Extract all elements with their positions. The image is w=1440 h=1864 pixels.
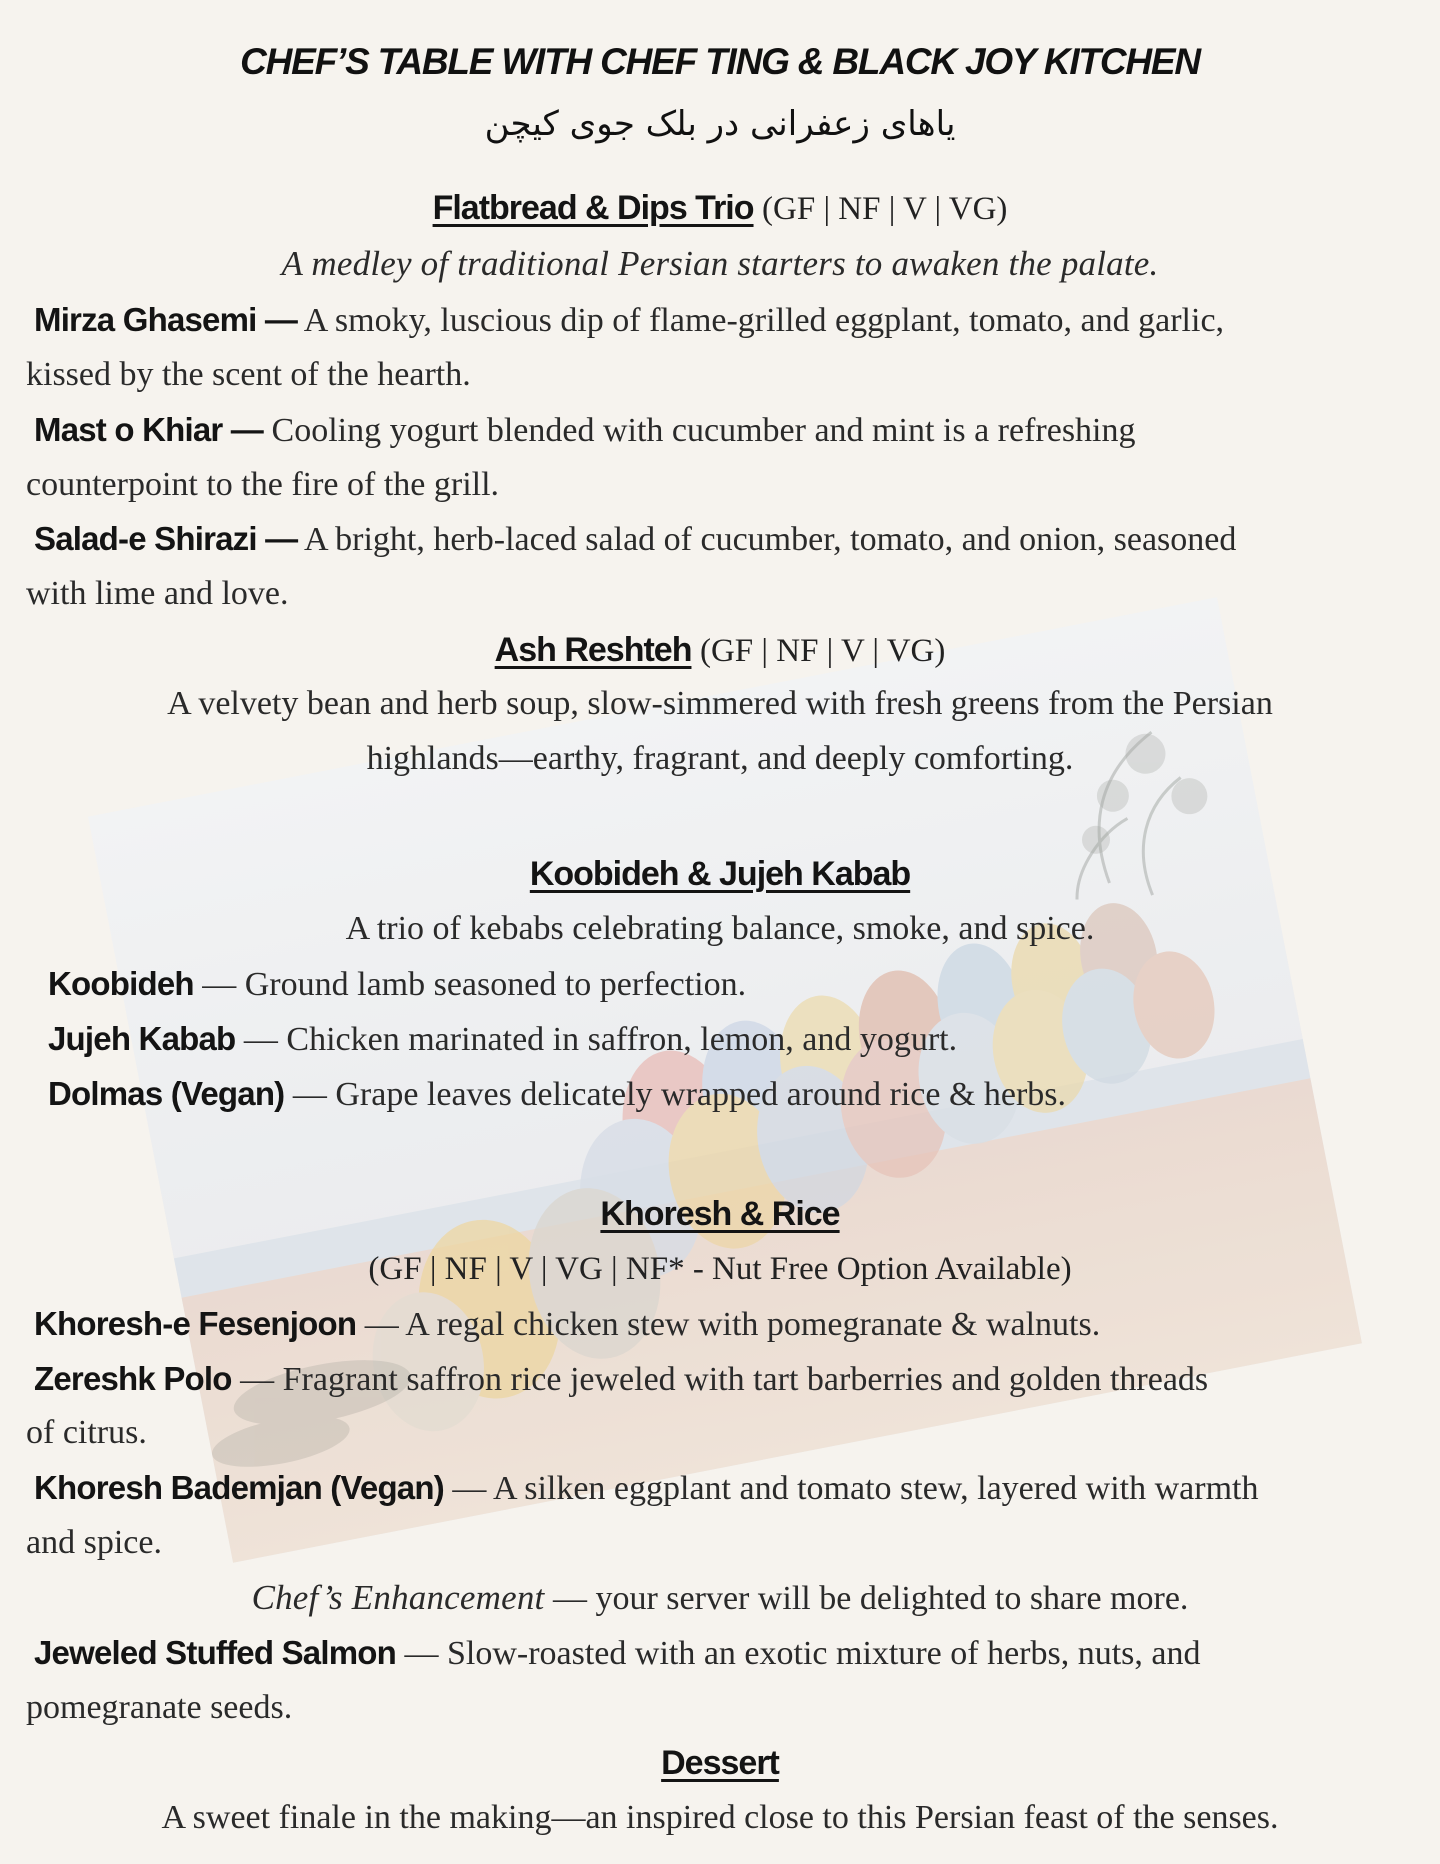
item-name: Mast o Khiar —	[34, 411, 264, 448]
item-desc: A bright, herb-laced salad of cucumber, tomato, and onion, seasoned	[303, 521, 1237, 558]
item-name: Khoresh Bademjan (Vegan)	[34, 1469, 444, 1506]
item-desc: A smoky, luscious dip of flame-grilled eggplant, tomato, and garlic,	[303, 302, 1225, 339]
item-name: Koobideh	[48, 965, 194, 1002]
enhancement-text: — your server will be delighted to share more.	[552, 1580, 1189, 1617]
khoresh-title: Khoresh & Rice	[600, 1195, 840, 1233]
menu-item-jujeh	[48, 1019, 1414, 1060]
flatbread-title: Flatbread & Dips Trio	[432, 189, 754, 227]
menu-item-shirazi	[34, 519, 1414, 560]
menu-item-fesenjoon	[34, 1304, 1414, 1345]
item-desc: — Ground lamb seasoned to perfection.	[202, 966, 747, 1003]
item-desc-cont: kissed by the scent of the hearth.	[26, 356, 471, 393]
menu-item-salmon	[34, 1633, 1414, 1674]
khoresh-heading	[26, 1194, 1414, 1235]
ash-heading	[26, 630, 1414, 671]
menu-item-mirza	[34, 300, 1414, 341]
item-desc: Cooling yogurt blended with cucumber and mint is a refreshing	[271, 412, 1136, 449]
ash-desc-cont: highlands—earthy, fragrant, and deeply comforting.	[366, 740, 1074, 777]
menu-item-bademjan	[34, 1468, 1414, 1509]
khoresh-tags: (GF | NF | V | VG | NF* - Nut Free Option Available)	[368, 1251, 1072, 1287]
item-name: Dolmas (Vegan)	[48, 1075, 285, 1112]
menu-item-mast	[34, 410, 1414, 451]
menu-title: CHEF’S TABLE WITH CHEF TING & BLACK JOY KITCHEN	[240, 41, 1200, 82]
chef-enhancement	[26, 1578, 1414, 1619]
ash-title: Ash Reshteh	[494, 631, 692, 669]
persian-subtitle: یاهای زعفرانی در بلک جوی کیچن	[484, 104, 956, 144]
item-desc: — A regal chicken stew with pomegranate & walnuts.	[364, 1306, 1101, 1343]
kabab-intro: A trio of kebabs celebrating balance, smoke, and spice.	[345, 910, 1095, 947]
item-name: Salad-e Shirazi —	[34, 520, 298, 557]
item-name: Mirza Ghasemi —	[34, 301, 298, 338]
item-desc-cont: counterpoint to the fire of the grill.	[26, 466, 500, 503]
dessert-heading	[26, 1743, 1414, 1784]
item-desc: — Slow-roasted with an exotic mixture of herbs, nuts, and	[404, 1635, 1201, 1672]
ash-tags: (GF | NF | V | VG)	[699, 633, 946, 669]
item-desc-cont: and spice.	[26, 1524, 162, 1561]
ash-desc: A velvety bean and herb soup, slow-simmered with fresh greens from the Persian	[167, 685, 1273, 722]
flatbread-tags: (GF | NF | V | VG)	[762, 191, 1008, 227]
kabab-title: Koobideh & Jujeh Kabab	[529, 855, 911, 893]
item-desc-cont: pomegranate seeds.	[26, 1689, 293, 1726]
item-desc: — Chicken marinated in saffron, lemon, and yogurt.	[243, 1021, 958, 1058]
item-desc: — A silken eggplant and tomato stew, layered with warmth	[452, 1470, 1259, 1507]
item-name: Khoresh-e Fesenjoon	[34, 1305, 357, 1342]
item-desc-cont: of citrus.	[26, 1414, 147, 1451]
item-desc: — Fragrant saffron rice jeweled with tart barberries and golden threads	[240, 1361, 1209, 1398]
kabab-heading	[26, 854, 1414, 895]
enhancement-label: Chef’s Enhancement	[251, 1578, 545, 1617]
item-name: Jeweled Stuffed Salmon	[34, 1634, 396, 1671]
dessert-text: A sweet finale in the making—an inspired close to this Persian feast of the senses.	[161, 1799, 1279, 1836]
item-desc: — Grape leaves delicately wrapped around rice & herbs.	[292, 1076, 1067, 1113]
flatbread-heading	[26, 188, 1414, 229]
item-name: Jujeh Kabab	[48, 1020, 236, 1057]
flatbread-intro: A medley of traditional Persian starters to awaken the palate.	[281, 244, 1159, 283]
item-name: Zereshk Polo	[34, 1360, 232, 1397]
dessert-title: Dessert	[661, 1744, 779, 1782]
menu-item-koobideh	[48, 964, 1414, 1005]
item-desc-cont: with lime and love.	[26, 575, 289, 612]
menu-item-zereshk	[34, 1359, 1414, 1400]
menu-item-dolmas	[48, 1074, 1414, 1115]
